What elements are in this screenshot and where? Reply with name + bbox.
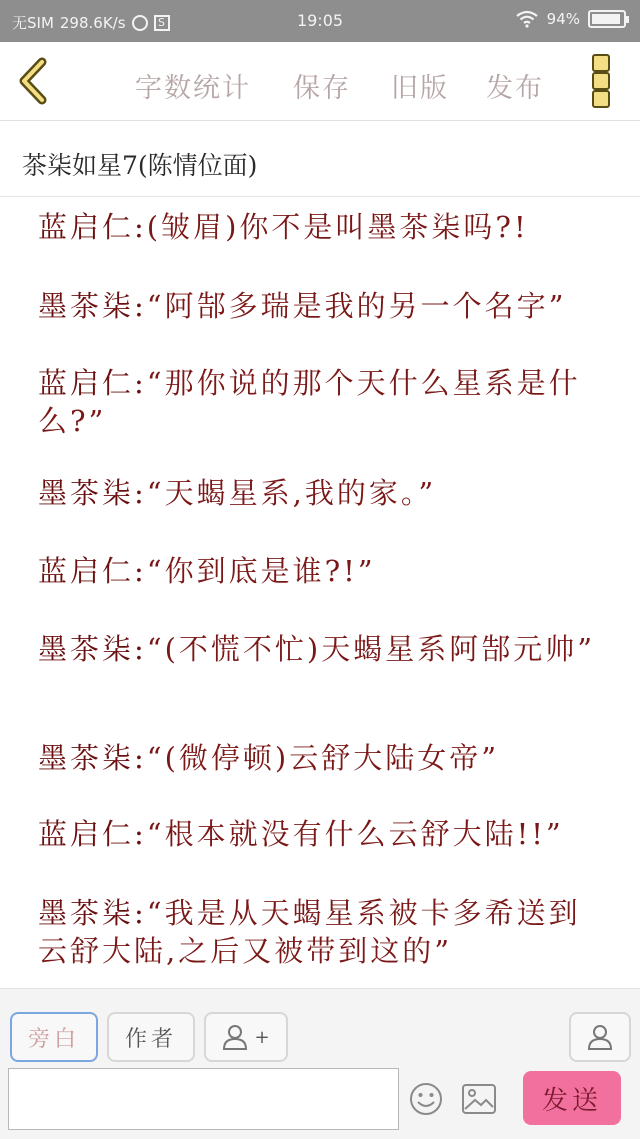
speaker-name: 蓝启仁:	[38, 210, 147, 244]
dialogue-text: “天蝎星系,我的家。”	[146, 476, 437, 510]
input-panel	[0, 988, 640, 1139]
dialogue-text: “你到底是谁?!”	[146, 554, 376, 588]
narration-button[interactable]: 旁白	[10, 1012, 98, 1062]
message-input[interactable]	[8, 1068, 399, 1130]
menu-dot-icon	[592, 54, 610, 72]
old-version-button[interactable]: 旧版	[391, 73, 449, 104]
speaker-name: 墨茶柒:	[38, 741, 147, 775]
chevron-left-icon	[14, 56, 54, 106]
dialogue-line	[38, 552, 598, 590]
story-content[interactable]	[0, 198, 640, 988]
dialogue-line	[38, 208, 598, 246]
dialogue-line	[38, 894, 598, 970]
battery-percent: 94%	[546, 10, 580, 28]
battery-icon	[588, 10, 626, 28]
back-button[interactable]	[14, 56, 54, 106]
emoji-button[interactable]	[409, 1082, 443, 1120]
image-icon	[462, 1084, 496, 1114]
smiley-icon	[409, 1082, 443, 1116]
more-menu-button[interactable]	[592, 54, 614, 108]
speaker-name: 墨茶柒:	[38, 632, 147, 666]
user-icon	[587, 1024, 613, 1050]
speaker-name: 墨茶柒:	[38, 476, 147, 510]
dialogue-line	[38, 287, 598, 325]
menu-dot-icon	[592, 72, 610, 90]
author-button[interactable]: 作者	[107, 1012, 195, 1062]
dialogue-line	[38, 364, 598, 440]
word-count-button[interactable]: 字数统计	[135, 73, 251, 104]
dialogue-line	[38, 815, 598, 853]
status-time: 19:05	[296, 11, 344, 30]
dialogue-line	[38, 474, 598, 512]
editor-toolbar	[0, 42, 640, 121]
add-role-button[interactable]	[204, 1012, 288, 1062]
speaker-name: 墨茶柒:	[38, 289, 147, 323]
dialogue-line	[38, 630, 598, 668]
network-speed: 298.6K/s	[59, 13, 126, 32]
speaker-name: 墨茶柒:	[38, 896, 147, 930]
plus-icon: +	[254, 1026, 270, 1048]
dialogue-text: (皱眉)你不是叫墨茶柒吗?!	[146, 210, 529, 244]
send-button[interactable]: 发送	[523, 1071, 621, 1125]
document-title[interactable]: 茶柒如星7(陈情位面)	[0, 121, 640, 197]
dialogue-text: “(不慌不忙)天蝎星系阿郜元帅”	[146, 632, 596, 666]
dialogue-text: “(微停顿)云舒大陆女帝”	[146, 741, 500, 775]
image-button[interactable]	[462, 1084, 496, 1118]
menu-dot-icon	[592, 90, 610, 108]
role-select-button[interactable]	[569, 1012, 631, 1062]
speaker-name: 蓝启仁:	[38, 554, 147, 588]
speaker-name: 蓝启仁:	[38, 366, 147, 400]
speaker-name: 蓝启仁:	[38, 817, 147, 851]
wifi-icon	[515, 10, 539, 28]
carrier-text: 无SIM	[12, 14, 54, 32]
dialogue-line	[38, 739, 598, 777]
dialogue-text: “阿郜多瑞是我的另一个名字”	[146, 289, 567, 323]
status-right	[515, 10, 626, 28]
dialogue-text: “根本就没有什么云舒大陆!!”	[146, 817, 564, 851]
battery-fill	[592, 14, 620, 24]
publish-button[interactable]: 发布	[486, 73, 544, 104]
save-button[interactable]: 保存	[293, 73, 351, 104]
dialogue-text: “那你说的那个天什么星系是什么?”	[38, 366, 581, 438]
s-app-icon: S	[154, 15, 170, 31]
dialogue-text: “我是从天蝎星系被卡多希送到云舒大陆,之后又被带到这的”	[38, 896, 581, 968]
user-icon	[222, 1024, 248, 1050]
status-bar	[0, 0, 640, 42]
